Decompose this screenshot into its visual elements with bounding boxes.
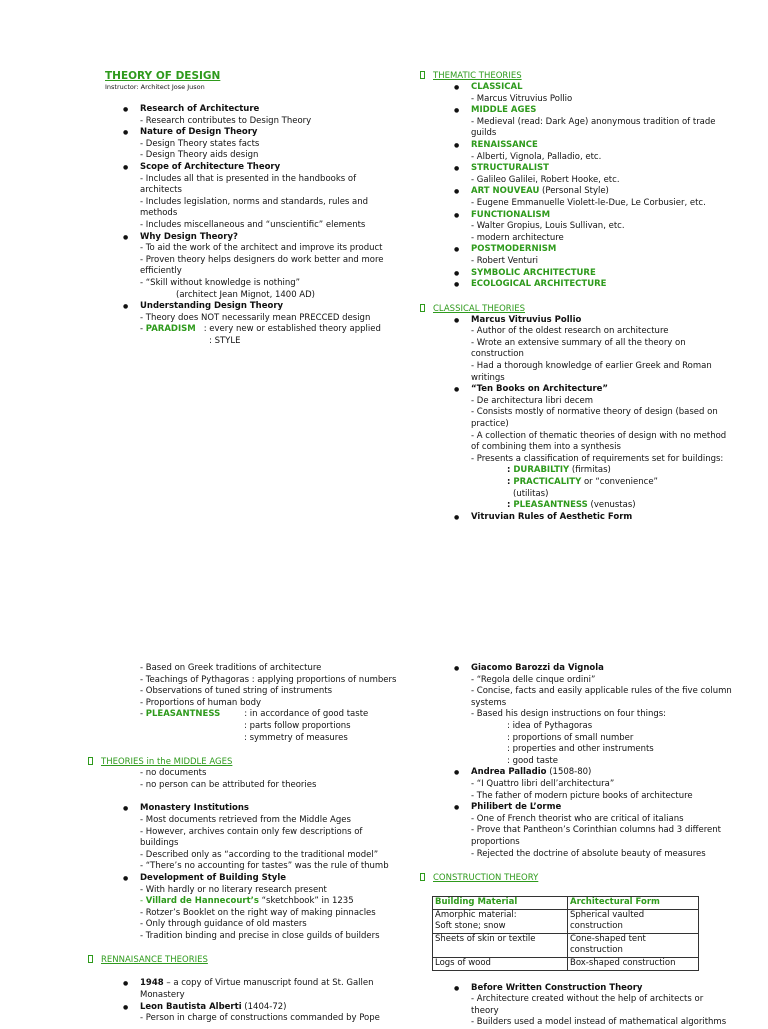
list-item: - Most documents retrieved from the Middle Ages	[140, 814, 351, 825]
checkbox-icon	[420, 304, 425, 312]
list-item: - Research contributes to Design Theory	[140, 115, 312, 126]
middle-ages-list	[140, 768, 408, 942]
style-line: : STYLE	[209, 335, 241, 346]
list-item: proportions	[471, 836, 520, 847]
list-item: - Author of the oldest research on architecture	[471, 326, 669, 337]
bullet-palladio	[471, 767, 740, 779]
colon: :	[507, 477, 514, 487]
left-bottom-column	[88, 663, 408, 1025]
list-item: - Design Theory states facts	[140, 138, 260, 149]
art-nouveau-term: ART NOUVEAU	[471, 186, 540, 197]
colon: :	[507, 465, 514, 476]
list-item: - modern architecture	[471, 232, 564, 243]
list-item: - De architectura libri decem	[471, 395, 594, 406]
colon: :	[507, 500, 514, 511]
list-item: - Concise, facts and easily applicable rules of the five column	[471, 686, 732, 697]
practicality-alt: or “convenience”	[581, 477, 658, 487]
bullet-before-written: ● Before Written Construction Theory	[471, 983, 740, 995]
list-item: - Marcus Vitruvius Pollio	[471, 93, 573, 104]
header-building-material: Building Material	[433, 897, 568, 910]
table-cell: Box-shaped construction	[568, 958, 699, 971]
document-title: THEORY OF DESIGN	[105, 70, 221, 82]
cell-line: construction	[570, 945, 623, 956]
list-item: - However, archives contain only few descriptions of	[140, 826, 363, 837]
pleasantness-term: PLEASANTNESS	[513, 500, 588, 511]
list-item: - “I Quattro libri dell’architectura”	[471, 778, 615, 789]
list-item: - Design Theory aids design	[140, 150, 259, 161]
text: – a copy of Virtue manuscript found at St. Gallen	[163, 978, 374, 989]
durability-line	[471, 465, 740, 477]
list-item: - Walter Gropius, Louis Sullivan, etc.	[471, 221, 625, 232]
checkbox-icon	[420, 71, 425, 79]
list-item: : properties and other instruments	[507, 744, 654, 755]
list-item: - Rotzer’s Booklet on the right way of making pinnacles	[140, 907, 376, 918]
bullet-ten-books: ● “Ten Books on Architecture”	[471, 384, 740, 396]
practicality-term: PRACTICALITY	[513, 477, 582, 487]
list-item: - A collection of thematic theories of design with no method	[471, 430, 727, 441]
thematic-heading	[420, 70, 740, 82]
list-item: - no documents	[140, 768, 207, 779]
list-item: - Galileo Galilei, Robert Hooke, etc.	[471, 174, 620, 185]
list-item: - Alberti, Vignola, Palladio, etc.	[471, 151, 602, 162]
cell-line: Soft stone; snow	[435, 921, 506, 932]
renaissance-list	[140, 978, 408, 1024]
table-cell: Logs of wood	[433, 958, 568, 971]
latin-term: (venustas)	[587, 500, 636, 511]
header-architectural-form: Architectural Form	[568, 897, 699, 910]
renaissance-cont-list	[471, 663, 740, 860]
list-item: theory	[471, 1005, 499, 1016]
bullet-classical: ● CLASSICAL	[471, 82, 740, 94]
list-item: - “Regola delle cinque ordini”	[471, 674, 596, 685]
pleasantness-line	[471, 500, 740, 512]
pleasantness-def: : in accordance of good taste	[244, 709, 369, 720]
bullet-why: ● Why Design Theory?	[140, 232, 405, 244]
left-top-column	[105, 70, 405, 347]
bullet-vignola: ● Giacomo Barozzi da Vignola	[471, 663, 740, 675]
art-nouveau-note: (Personal Style)	[539, 186, 609, 197]
bullet-structuralist: ● STRUCTURALIST	[471, 163, 740, 175]
bullet-alberti	[140, 1002, 408, 1014]
list-item: - Medieval (read: Dark Age) anonymous tradition of trade	[471, 116, 716, 127]
bullet-vitruvius: ● Marcus Vitruvius Pollio	[471, 315, 740, 327]
bullet-vitruvian-rules: ● Vitruvian Rules of Aesthetic Form	[471, 512, 740, 524]
pleasantness-line	[140, 709, 408, 721]
list-item: - Teachings of Pythagoras : applying proportions of numbers	[140, 674, 397, 685]
villard-name: Villard de Hannecourt’s	[145, 896, 259, 907]
pleasantness-def: : symmetry of measures	[244, 732, 348, 743]
list-item: - Person in charge of constructions commanded by Pope	[140, 1013, 380, 1024]
list-item: - Rejected the doctrine of absolute beauty of measures	[471, 848, 706, 859]
pleasantness-term: PLEASANTNESS	[145, 709, 221, 720]
bullet-art-nouveau	[471, 186, 740, 198]
bullet-building-style: ● Development of Building Style	[140, 873, 408, 885]
list-item: systems	[471, 697, 507, 708]
list-item: - “There’s no accounting for tastes” was the rule of thumb	[140, 861, 389, 872]
list-item: - Includes miscellaneous and “unscientific” elements	[140, 219, 366, 230]
list-item: - Theory does NOT necessarily mean PRECCED design	[140, 312, 371, 323]
list-item: - Robert Venturi	[471, 255, 538, 266]
list-item: - Based on Greek traditions of architecture	[140, 663, 322, 673]
table-cell	[568, 909, 699, 933]
bullet-postmodernism: ● POSTMODERNISM	[471, 244, 740, 256]
list-item: writings	[471, 372, 505, 383]
cell-line: construction	[570, 921, 623, 932]
bullet-scope: ● Scope of Architecture Theory	[140, 162, 405, 174]
list-item: - no person can be attributed for theories	[140, 779, 317, 790]
list-item: : idea of Pythagoras	[507, 720, 593, 731]
bullet-understanding: ● Understanding Design Theory	[140, 301, 405, 313]
person-name: Leon Bautista Alberti	[140, 1001, 242, 1012]
right-bottom-column	[420, 663, 740, 1029]
classical-list	[471, 315, 740, 524]
bullet-nature: ● Nature of Design Theory	[140, 127, 405, 139]
list-item: - Only through guidance of old masters	[140, 919, 307, 930]
paradism-def: : every new or established theory applied	[203, 324, 381, 335]
checkbox-icon	[88, 757, 93, 765]
list-item: - Based his design instructions on four things:	[471, 709, 667, 720]
table-row	[433, 958, 699, 971]
table-cell: Sheets of skin or textile	[433, 933, 568, 957]
list-item: - The father of modern picture books of architecture	[471, 790, 693, 801]
classical-heading	[420, 303, 740, 315]
thematic-list	[471, 82, 740, 291]
villard-rest: “sketchbook” in 1235	[258, 896, 354, 907]
bullet-symbolic: ● SYMBOLIC ARCHITECTURE	[471, 268, 740, 280]
list-item: : good taste	[507, 755, 558, 766]
latin-term: (utilitas)	[513, 488, 549, 499]
list-item: - Builders used a model instead of mathematical algorithms	[471, 1017, 727, 1028]
bullet-ecological: ● ECOLOGICAL ARCHITECTURE	[471, 279, 740, 291]
list-item: - Eugene Emmanuelle Violett-le-Due, Le Corbusier, etc.	[471, 197, 706, 208]
list-item: - Tradition binding and precise in close guilds of builders	[140, 930, 380, 941]
middle-ages-heading	[88, 756, 408, 768]
construction-heading	[420, 872, 740, 884]
list-item: - Wrote an extensive summary of all the theory on	[471, 337, 686, 348]
section-title: THEMATIC THEORIES	[433, 71, 522, 81]
bullet-functionalism: ● FUNCTIONALISM	[471, 210, 740, 222]
section-title: RENNAISANCE THEORIES	[101, 955, 208, 966]
list-item: - Proportions of human body	[140, 697, 262, 708]
instructor-line: Instructor: Architect Jose Juson	[105, 83, 205, 91]
list-item: - One of French theorist who are critical of italians	[471, 813, 684, 824]
list-item: - “Skill without knowledge is nothing”	[140, 277, 301, 288]
cell-line: Cone-shaped tent	[570, 933, 646, 944]
cell-line: Spherical vaulted	[570, 909, 645, 920]
table-row	[433, 933, 699, 957]
list-item: Monastery	[140, 990, 185, 1001]
bullet-middle-ages: ● MIDDLE AGES	[471, 105, 740, 117]
list-item: methods	[140, 208, 178, 219]
paradism-term: PARADISM	[145, 324, 196, 335]
list-item: - Prove that Pantheon’s Corinthian columns had 3 different	[471, 825, 721, 836]
list-item: - Presents a classification of requirements set for buildings:	[471, 453, 724, 464]
bullet-renaissance: ● RENAISSANCE	[471, 140, 740, 152]
checkbox-icon	[88, 955, 93, 963]
section-title: THEORIES in the MIDDLE AGES	[101, 757, 233, 768]
section-title: CLASSICAL THEORIES	[433, 303, 525, 314]
list-item: - Architecture created without the help of architects or	[471, 994, 704, 1005]
construction-list	[471, 983, 740, 1029]
table-cell	[568, 933, 699, 957]
list-item: buildings	[140, 838, 179, 849]
list-item: : proportions of small number	[507, 732, 634, 743]
list-item: - Includes legislation, norms and standards, rules and	[140, 196, 369, 207]
construction-table	[432, 896, 699, 971]
list-item: guilds	[471, 128, 497, 139]
pleasantness-def: : parts follow proportions	[244, 720, 351, 731]
section-title: CONSTRUCTION THEORY	[433, 873, 539, 884]
list-item: architects	[140, 185, 182, 196]
practicality-line	[471, 477, 740, 489]
quote-attribution: (architect Jean Mignot, 1400 AD)	[176, 289, 315, 300]
year: 1948	[140, 978, 164, 989]
list-item: - Consists mostly of normative theory of design (based on	[471, 407, 718, 418]
list-item: - To aid the work of the architect and improve its product	[140, 243, 383, 254]
list-item: - Had a thorough knowledge of earlier Greek and Roman	[471, 361, 712, 372]
list-item: construction	[471, 349, 524, 360]
bullet-monastery: ● Monastery Institutions	[140, 803, 408, 815]
dash: -	[140, 896, 146, 907]
right-top-column	[420, 70, 740, 523]
table-row	[433, 909, 699, 933]
renaissance-heading	[88, 954, 408, 966]
greek-block	[140, 663, 408, 744]
list-item: efficiently	[140, 266, 182, 277]
list-item: of combining them into a synthesis	[471, 442, 621, 453]
person-name: Andrea Palladio	[471, 767, 547, 778]
years: (1404-72)	[241, 1001, 287, 1012]
bullet-1948	[140, 978, 408, 990]
intro-list	[140, 104, 405, 347]
list-item: practice)	[471, 419, 509, 430]
table-header-row	[433, 897, 699, 910]
dash: -	[140, 709, 146, 720]
dash: -	[140, 324, 146, 335]
list-item: - Includes all that is presented in the handbooks of	[140, 173, 357, 184]
years: (1508-80)	[546, 767, 592, 778]
list-item: - With hardly or no literary research present	[140, 884, 327, 895]
checkbox-icon	[420, 873, 425, 881]
bullet-lorme: ● Philibert de L’orme	[471, 802, 740, 814]
list-item: - Described only as “according to the traditional model”	[140, 849, 379, 860]
table-cell	[433, 909, 568, 933]
list-item: - Observations of tuned string of instruments	[140, 686, 333, 697]
list-item: - Proven theory helps designers do work better and more	[140, 254, 384, 265]
cell-line: Amorphic material:	[435, 909, 517, 920]
paradism-line	[140, 324, 405, 336]
durability-term: DURABILTIY	[513, 465, 570, 476]
latin-term: (firmitas)	[569, 465, 611, 476]
villard-line	[140, 896, 408, 908]
bullet-research: ● Research of Architecture	[140, 104, 405, 116]
